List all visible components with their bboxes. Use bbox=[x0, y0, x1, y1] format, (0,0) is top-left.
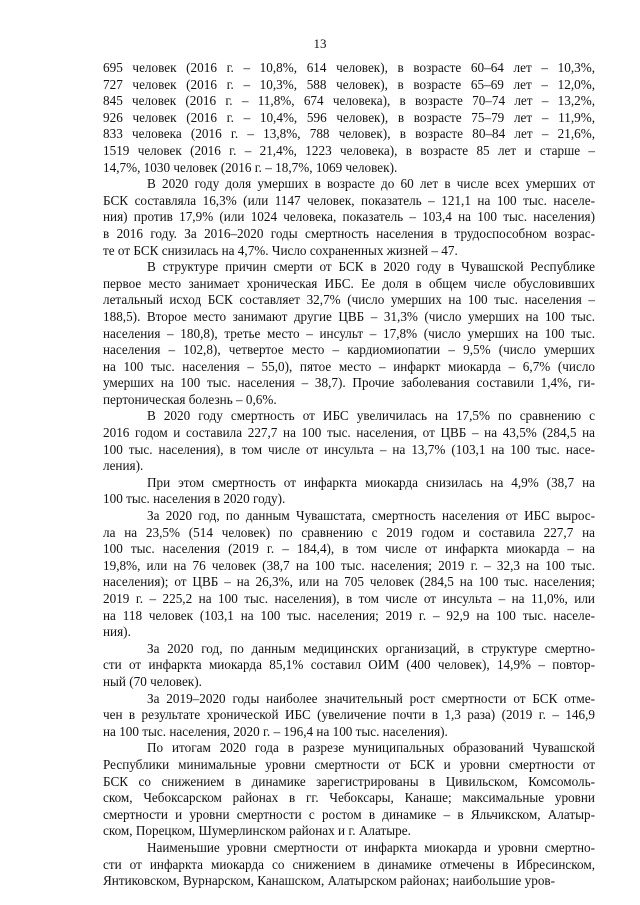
text-line: на 118 человек (103,1 на 100 тыс. населения; 2019 г. – 92,9 на 100 тыс. населе- bbox=[103, 607, 595, 623]
paragraph bbox=[103, 259, 595, 408]
text-line: 727 человек (2016 г. – 10,3%, 588 человек), в возрасте 65–69 лет – 12,0%, bbox=[103, 76, 595, 92]
text-line: 926 человек (2016 г. – 10,4%, 596 человек), в возрасте 75–79 лет – 11,9%, bbox=[103, 109, 595, 125]
text-line: Наименьшие уровни смертности от инфаркта миокарда и уровни смертно- bbox=[147, 839, 595, 855]
paragraph bbox=[103, 641, 595, 691]
text-line: ском, Порецком, Шумерлинском районах и г. Алатыре. bbox=[103, 823, 411, 839]
text-line: ный (70 человек). bbox=[103, 673, 202, 689]
text-line: БСК со снижением в динамике зарегистрированы в Цивильском, Комсомоль- bbox=[103, 773, 595, 789]
text-line: В 2020 году смертность от ИБС увеличилась на 17,5% по сравнению с bbox=[147, 408, 595, 424]
text-line: 188,5). Второе место занимают другие ЦВБ – 31,3% (число умерших на 100 тыс. bbox=[103, 308, 595, 324]
text-line: Янтиковском, Вурнарском, Канашском, Алатырском районах; наибольшие уров- bbox=[103, 873, 556, 889]
text-line: сти от инфаркта миокарда 85,1% составил ОИМ (400 человек), 14,9% – повтор- bbox=[103, 657, 595, 673]
text-line: на 100 тыс. населения, 2020 г. – 196,4 на 100 тыс. населения). bbox=[103, 723, 448, 739]
paragraph bbox=[103, 740, 595, 840]
text-line: 2019 г. – 225,2 на 100 тыс. населения), в том числе от инсульта – на 11,0%, или bbox=[103, 591, 595, 606]
text-line: ском, Чебоксарском районах в гг. Чебоксары, Канаше; максимальные уровни bbox=[103, 790, 595, 806]
text-line: пертоническая болезнь – 0,6%. bbox=[103, 391, 277, 407]
text-line: 2016 годом и составила 227,7 на 100 тыс. населения, от ЦВБ – на 43,5% (284,5 на bbox=[103, 425, 595, 441]
text-line: в 2016 году. За 2016–2020 годы смертность населения в трудоспособном возрас- bbox=[103, 225, 595, 241]
paragraph bbox=[103, 475, 595, 508]
text-line: 100 тыс. населения в 2020 году). bbox=[103, 491, 286, 507]
text-line: первое место занимает хроническая ИБС. Ее доля в общем числе обусловивших bbox=[103, 275, 595, 291]
text-line: умерших на 100 тыс. населения – 38,7). Прочие заболевания составили 1,4%, ги- bbox=[103, 375, 595, 391]
body-text bbox=[103, 60, 595, 890]
paragraph bbox=[103, 691, 595, 741]
text-line: 100 тыс. населения (2019 г. – 184,4), в том числе от инфаркта миокарда – на bbox=[103, 541, 595, 557]
text-line: смертности и уровни смертности с ростом в динамике – в Яльчикском, Алатыр- bbox=[103, 806, 595, 822]
text-line: ния) против 17,9% (или 1024 человека, показатель – 103,4 на 100 тыс. населения) bbox=[103, 209, 595, 225]
text-line: ления). bbox=[103, 458, 144, 474]
text-line: 1519 человек (2016 г. – 21,4%, 1223 человека), в возрасте 85 лет и старше – bbox=[103, 142, 595, 158]
paragraph bbox=[103, 60, 595, 176]
text-line: В структуре причин смерти от БСК в 2020 году в Чувашской Республике bbox=[147, 259, 595, 275]
text-line: Республики минимальные уровни смертности от БСК и уровни смертности от bbox=[103, 756, 595, 772]
text-line: За 2019–2020 годы наиболее значительный рост смертности от БСК отме- bbox=[147, 690, 595, 706]
text-line: За 2020 год, по данным медицинских организаций, в структуре смертно- bbox=[147, 640, 595, 656]
text-line: сти от инфаркта миокарда со снижением в динамике отмечены в Ибресинском, bbox=[103, 856, 595, 872]
paragraph bbox=[103, 408, 595, 474]
text-line: 845 человек (2016 г. – 11,8%, 674 человека), в возрасте 70–74 лет – 13,2%, bbox=[103, 93, 595, 109]
text-line: ния). bbox=[103, 624, 131, 640]
text-line: 833 человека (2016 г. – 13,8%, 788 человек), в возрасте 80–84 лет – 21,6%, bbox=[103, 126, 595, 142]
page-number: 13 bbox=[313, 36, 327, 51]
text-line: 695 человек (2016 г. – 10,8%, 614 человек), в возрасте 60–64 лет – 10,3%, bbox=[103, 60, 595, 75]
text-line: населения – 180,8), третье место – инсульт – 17,8% (число умерших на 100 тыс. bbox=[103, 325, 595, 341]
text-line: чен в результате хронической ИБС (увеличение почти в 1,3 раза) (2019 г. – 146,9 bbox=[103, 707, 595, 723]
text-line: те от БСК снизилась на 4,7%. Число сохраненных жизней – 47. bbox=[103, 242, 458, 258]
text-line: За 2020 год, по данным Чувашстата, смертность населения от ИБС вырос- bbox=[147, 508, 595, 524]
text-line: 19,8%, или на 76 человек (38,7 на 100 тыс. населения; 2019 г. – 32,3 на 100 тыс. bbox=[103, 557, 595, 573]
text-line: При этом смертность от инфаркта миокарда снизилась на 4,9% (38,7 на bbox=[147, 474, 595, 490]
paragraph bbox=[103, 840, 595, 890]
text-line: 14,7%, 1030 человек (2016 г. – 18,7%, 1069 человек). bbox=[103, 159, 398, 175]
text-line: БСК составляла 16,3% (или 1147 человек, показатель – 121,1 на 100 тыс. населе- bbox=[103, 192, 595, 208]
text-line: населения – 102,8), четвертое место – кардиомиопатии – 9,5% (число умерших bbox=[103, 342, 595, 358]
paragraph bbox=[103, 176, 595, 259]
paragraph bbox=[103, 508, 595, 641]
text-line: ла на 23,5% (514 человек) по сравнению с 2019 годом и составила 227,7 на bbox=[103, 524, 595, 540]
text-line: В 2020 году доля умерших в возрасте до 60 лет в числе всех умерших от bbox=[147, 176, 595, 192]
text-line: летальный исход БСК составляет 32,7% (число умерших на 100 тыс. населения – bbox=[103, 292, 595, 308]
text-line: По итогам 2020 года в разрезе муниципальных образований Чувашской bbox=[147, 740, 595, 756]
text-line: населения); от ЦВБ – на 26,3%, или на 705 человек (284,5 на 100 тыс. населения; bbox=[103, 574, 595, 590]
text-line: на 100 тыс. населения – 55,0), пятое место – инфаркт миокарда – 6,7% (число bbox=[103, 358, 595, 374]
text-line: 100 тыс. населения), в том числе от инсульта – на 13,7% (103,1 на 100 тыс. насе- bbox=[103, 441, 595, 457]
